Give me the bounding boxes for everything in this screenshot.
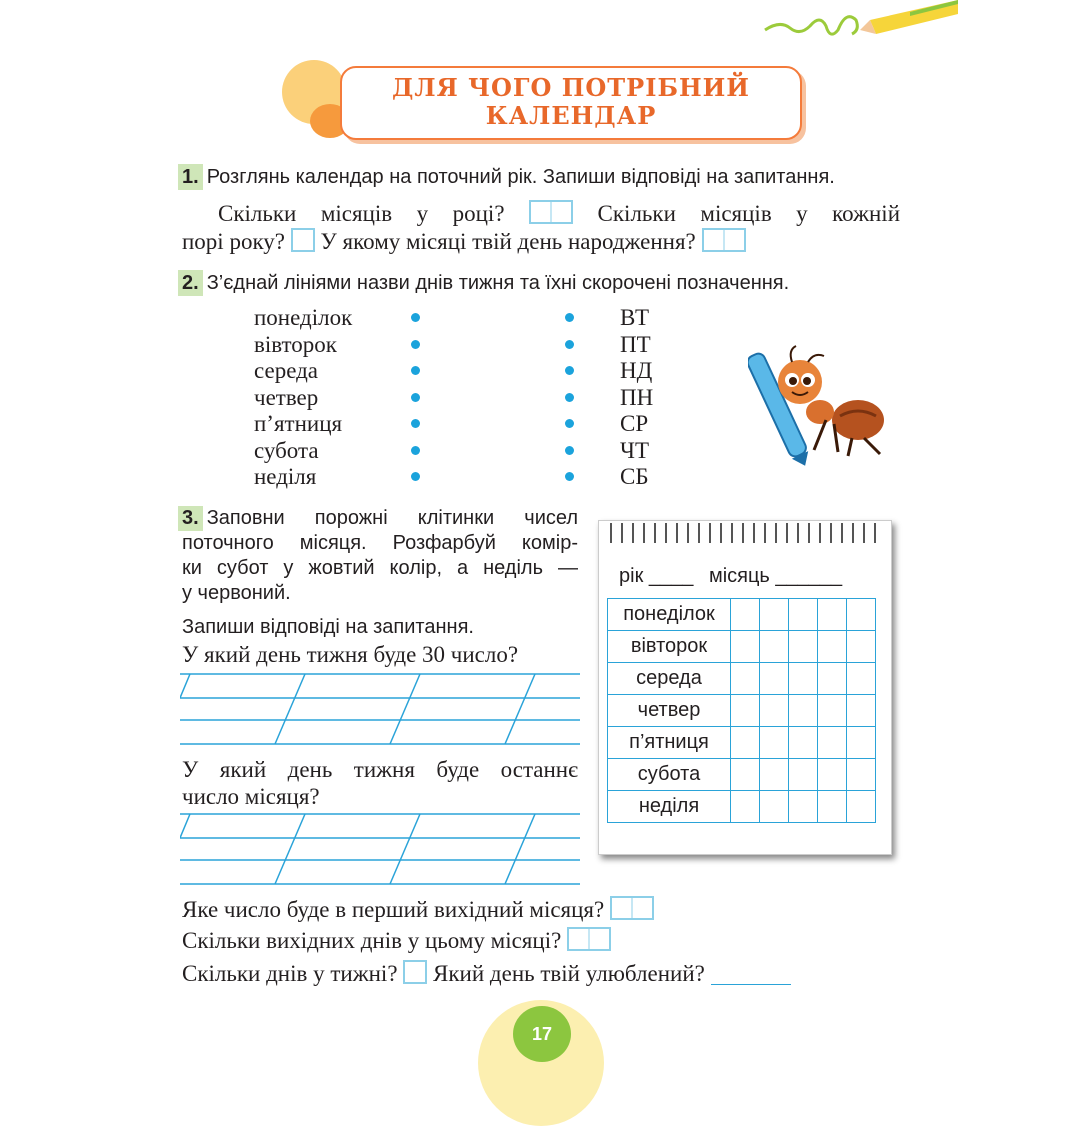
date-cell[interactable] — [731, 695, 760, 727]
answer-line[interactable] — [711, 964, 791, 985]
connect-dot[interactable] — [565, 472, 574, 481]
connect-dot[interactable] — [565, 419, 574, 428]
title-line: КАЛЕНДАР — [485, 101, 657, 130]
weekday-name: понеділок — [254, 305, 353, 330]
task1-questions — [182, 200, 900, 256]
date-cell[interactable] — [818, 727, 847, 759]
writing-lines[interactable] — [180, 672, 582, 748]
connect-dot[interactable] — [565, 446, 574, 455]
question: Який день твій улюблений? — [433, 961, 705, 986]
question: порі року? — [182, 229, 286, 254]
question: У якому місяці твій день народження? — [320, 229, 696, 254]
date-cell[interactable] — [818, 599, 847, 631]
bottom-questions — [182, 894, 791, 989]
date-cell[interactable] — [789, 631, 818, 663]
date-cell[interactable] — [760, 599, 789, 631]
connect-dot[interactable] — [565, 366, 574, 375]
answer-box[interactable] — [567, 927, 611, 951]
weekday-abbr: СБ — [620, 464, 649, 489]
connect-dot[interactable] — [411, 313, 420, 322]
date-cell[interactable] — [760, 791, 789, 823]
date-cell[interactable] — [847, 791, 876, 823]
answer-box[interactable] — [610, 896, 654, 920]
answer-box[interactable] — [291, 228, 315, 252]
weekday-abbr: СР — [620, 411, 649, 436]
weekday-name: вівторок — [254, 331, 337, 357]
spiral-binding — [607, 521, 885, 549]
date-cell[interactable] — [847, 663, 876, 695]
date-cell[interactable] — [731, 599, 760, 631]
question: число місяця? — [182, 784, 320, 809]
task-text: поточного місяця. Розфарбуй комір- — [182, 532, 578, 554]
connect-dot[interactable] — [565, 393, 574, 402]
weekday-abbr: НД — [620, 358, 653, 383]
task-text: ки субот у жовтий колір, а неділь — — [182, 557, 578, 579]
task3-text — [178, 506, 578, 606]
weekday-abbr: ПН — [620, 384, 654, 410]
connect-dot[interactable] — [411, 393, 420, 402]
date-cell[interactable] — [847, 631, 876, 663]
question: Скільки місяців у році? — [218, 201, 505, 226]
question: У який день тижня буде останнє — [182, 757, 578, 782]
table-row — [608, 599, 876, 631]
question: Яке число буде в перший вихідний місяця? — [182, 897, 605, 922]
date-cell[interactable] — [731, 791, 760, 823]
date-cell[interactable] — [789, 695, 818, 727]
day-label: субота — [608, 759, 731, 791]
day-label: четвер — [608, 695, 731, 727]
connect-dot[interactable] — [411, 366, 420, 375]
task-text: у червоний. — [182, 582, 291, 604]
date-cell[interactable] — [789, 759, 818, 791]
day-label: вівторок — [608, 631, 731, 663]
connect-dot[interactable] — [411, 472, 420, 481]
connect-dot[interactable] — [565, 340, 574, 349]
table-row — [608, 791, 876, 823]
date-cell[interactable] — [789, 599, 818, 631]
calendar-notebook — [598, 520, 892, 855]
weekday-name: четвер — [254, 384, 319, 410]
date-cell[interactable] — [818, 695, 847, 727]
task-number: 3. — [178, 506, 203, 531]
title-line: ДЛЯ ЧОГО ПОТРІБНИЙ — [392, 73, 750, 102]
instruction: Запиши відповіді на запитання. — [182, 616, 474, 638]
date-cell[interactable] — [789, 727, 818, 759]
question: Скільки днів у тижні? — [182, 961, 398, 986]
date-cell[interactable] — [789, 791, 818, 823]
page-title — [340, 66, 802, 140]
table-row — [608, 695, 876, 727]
date-cell[interactable] — [731, 759, 760, 791]
connect-dot[interactable] — [565, 313, 574, 322]
connect-dot[interactable] — [411, 340, 420, 349]
weekday-abbr: ЧТ — [620, 437, 649, 463]
writing-lines[interactable] — [180, 812, 582, 888]
table-row — [608, 727, 876, 759]
task-text: Розглянь календар на поточний рік. Запиши відповіді на запитання. — [206, 166, 835, 188]
date-cell[interactable] — [847, 695, 876, 727]
table-row — [608, 631, 876, 663]
connect-dot[interactable] — [411, 446, 420, 455]
date-cell[interactable] — [760, 631, 789, 663]
day-label: середа — [608, 663, 731, 695]
pencil-decoration — [760, 0, 960, 50]
day-label: понеділок — [608, 599, 731, 631]
date-cell[interactable] — [818, 791, 847, 823]
table-row — [608, 663, 876, 695]
date-cell[interactable] — [760, 759, 789, 791]
task-number: 2. — [178, 270, 203, 296]
task-text: З’єднай лініями назви днів тижня та їхні скорочені позначення. — [206, 272, 790, 294]
date-cell[interactable] — [731, 631, 760, 663]
weekday-name: неділя — [254, 464, 317, 489]
answer-box[interactable] — [403, 960, 427, 984]
month-label: місяць ______ — [708, 565, 843, 587]
page-number: 17 — [513, 1006, 571, 1062]
task2-heading — [178, 270, 789, 296]
task-text: Заповни порожні клітинки чисел — [206, 507, 578, 529]
question: Скільки вихідних днів у цьому місяці? — [182, 928, 562, 953]
table-row — [608, 759, 876, 791]
date-cell[interactable] — [731, 727, 760, 759]
weekday-list — [254, 305, 352, 491]
date-cell[interactable] — [760, 727, 789, 759]
date-cell[interactable] — [847, 599, 876, 631]
weekday-name: субота — [254, 437, 319, 463]
date-cell[interactable] — [818, 631, 847, 663]
day-label: п’ятниця — [608, 727, 731, 759]
answer-box[interactable] — [529, 200, 573, 224]
weekday-name: п’ятниця — [254, 411, 343, 436]
answer-box[interactable] — [702, 228, 746, 252]
weekday-abbr: ПТ — [620, 331, 651, 357]
weekday-abbr: ВТ — [620, 305, 650, 330]
date-cell[interactable] — [760, 695, 789, 727]
calendar-header — [619, 565, 842, 588]
abbreviation-list — [620, 305, 653, 491]
date-cell[interactable] — [760, 663, 789, 695]
date-cell[interactable] — [731, 663, 760, 695]
date-cell[interactable] — [847, 727, 876, 759]
question: У який день тижня буде 30 число? — [182, 642, 519, 667]
task1-heading — [178, 164, 835, 190]
day-label: неділя — [608, 791, 731, 823]
task-number: 1. — [178, 164, 203, 190]
question: Скільки місяців у кожній — [597, 201, 901, 226]
year-label: рік ____ — [619, 565, 694, 587]
ant-illustration — [748, 340, 888, 470]
question-last-day — [182, 756, 578, 810]
connect-dot[interactable] — [411, 419, 420, 428]
weekday-name: середа — [254, 358, 319, 383]
date-cell[interactable] — [789, 663, 818, 695]
date-cell[interactable] — [818, 759, 847, 791]
date-cell[interactable] — [818, 663, 847, 695]
date-cell[interactable] — [847, 759, 876, 791]
calendar-grid — [607, 598, 876, 823]
